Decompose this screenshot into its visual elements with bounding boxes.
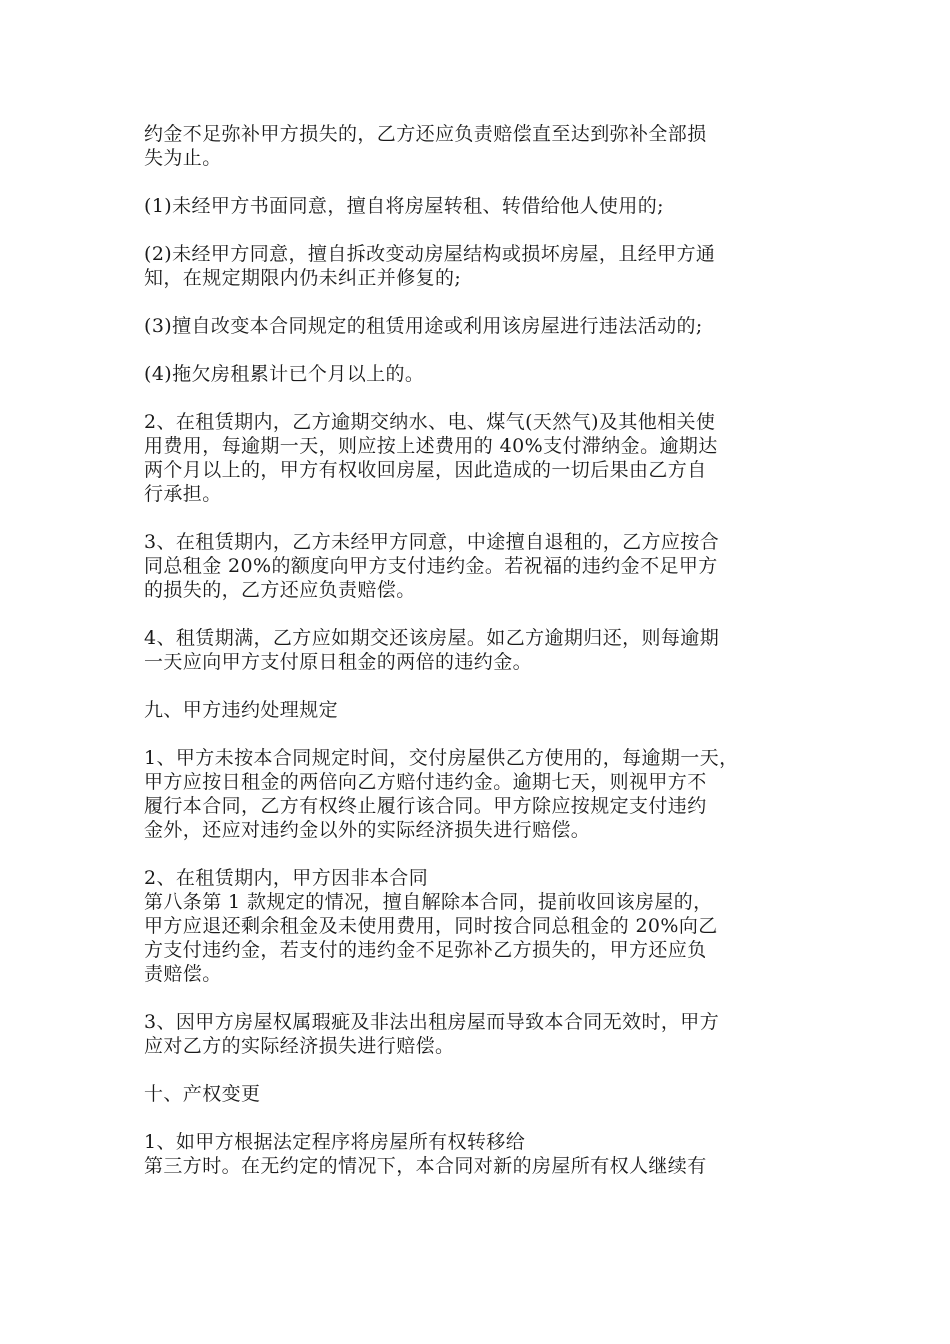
paragraph-line: 1、如甲方根据法定程序将房屋所有权转移给	[144, 1131, 526, 1153]
contract-paragraph	[144, 122, 824, 170]
paragraph-line: 约金不足弥补甲方损失的，乙方还应负责赔偿直至达到弥补全部损	[144, 123, 707, 145]
paragraph-line: (1)未经甲方书面同意，擅自将房屋转租、转借给他人使用的;	[144, 195, 664, 217]
paragraph-line: 十、产权变更	[144, 1083, 261, 1105]
document-page	[144, 122, 824, 1202]
paragraph-line: 金外，还应对违约金以外的实际经济损失进行赔偿。	[144, 819, 591, 841]
paragraph-line: 甲方应按日租金的两倍向乙方赔付违约金。逾期七天，则视甲方不	[144, 771, 707, 793]
paragraph-line: (4)拖欠房租累计已个月以上的。	[144, 363, 425, 385]
paragraph-line: 知，在规定期限内仍未纠正并修复的;	[144, 267, 462, 289]
contract-paragraph	[144, 1010, 824, 1058]
paragraph-line: 两个月以上的，甲方有权收回房屋，因此造成的一切后果由乙方自	[144, 459, 707, 481]
paragraph-line: 一天应向甲方支付原日租金的两倍的违约金。	[144, 651, 533, 673]
paragraph-line: 用费用，每逾期一天，则应按上述费用的 40%支付滞纳金。逾期达	[144, 435, 718, 457]
contract-paragraph	[144, 866, 824, 986]
contract-paragraph	[144, 194, 824, 218]
paragraph-line: 的损失的，乙方还应负责赔偿。	[144, 579, 416, 601]
contract-paragraph	[144, 1130, 824, 1178]
contract-paragraph	[144, 1082, 824, 1106]
paragraph-line: 甲方应退还剩余租金及未使用费用，同时按合同总租金的 20%向乙	[144, 915, 718, 937]
contract-paragraph	[144, 314, 824, 338]
paragraph-line: 应对乙方的实际经济损失进行赔偿。	[144, 1035, 455, 1057]
paragraph-line: 1、甲方未按本合同规定时间，交付房屋供乙方使用的，每逾期一天，	[144, 747, 739, 769]
contract-paragraph	[144, 626, 824, 674]
contract-paragraph	[144, 410, 824, 506]
paragraph-line: 3、在租赁期内，乙方未经甲方同意，中途擅自退租的，乙方应按合	[144, 531, 720, 553]
paragraph-line: 2、在租赁期内，乙方逾期交纳水、电、煤气(天然气)及其他相关使	[144, 411, 716, 433]
paragraph-line: 2、在租赁期内，甲方因非本合同	[144, 867, 429, 889]
paragraph-line: 失为止。	[144, 147, 222, 169]
paragraph-line: 行承担。	[144, 483, 222, 505]
paragraph-line: 第八条第 1 款规定的情况，擅自解除本合同，提前收回该房屋的，	[144, 891, 713, 913]
paragraph-line: (2)未经甲方同意，擅自拆改变动房屋结构或损坏房屋，且经甲方通	[144, 243, 716, 265]
contract-paragraph	[144, 362, 824, 386]
paragraph-line: 方支付违约金，若支付的违约金不足弥补乙方损失的，甲方还应负	[144, 939, 707, 961]
contract-paragraph	[144, 530, 824, 602]
contract-paragraph	[144, 242, 824, 290]
paragraph-line: 履行本合同，乙方有权终止履行该合同。甲方除应按规定支付违约	[144, 795, 707, 817]
paragraph-line: 3、因甲方房屋权属瑕疵及非法出租房屋而导致本合同无效时，甲方	[144, 1011, 720, 1033]
contract-paragraph	[144, 698, 824, 722]
paragraph-line: 责赔偿。	[144, 963, 222, 985]
contract-paragraph	[144, 746, 824, 842]
paragraph-line: 同总租金 20%的额度向甲方支付违约金。若祝福的违约金不足甲方	[144, 555, 718, 577]
paragraph-line: (3)擅自改变本合同规定的租赁用途或利用该房屋进行违法活动的;	[144, 315, 703, 337]
paragraph-line: 九、甲方违约处理规定	[144, 699, 339, 721]
paragraph-line: 4、租赁期满，乙方应如期交还该房屋。如乙方逾期归还，则每逾期	[144, 627, 720, 649]
paragraph-line: 第三方时。在无约定的情况下，本合同对新的房屋所有权人继续有	[144, 1155, 707, 1177]
